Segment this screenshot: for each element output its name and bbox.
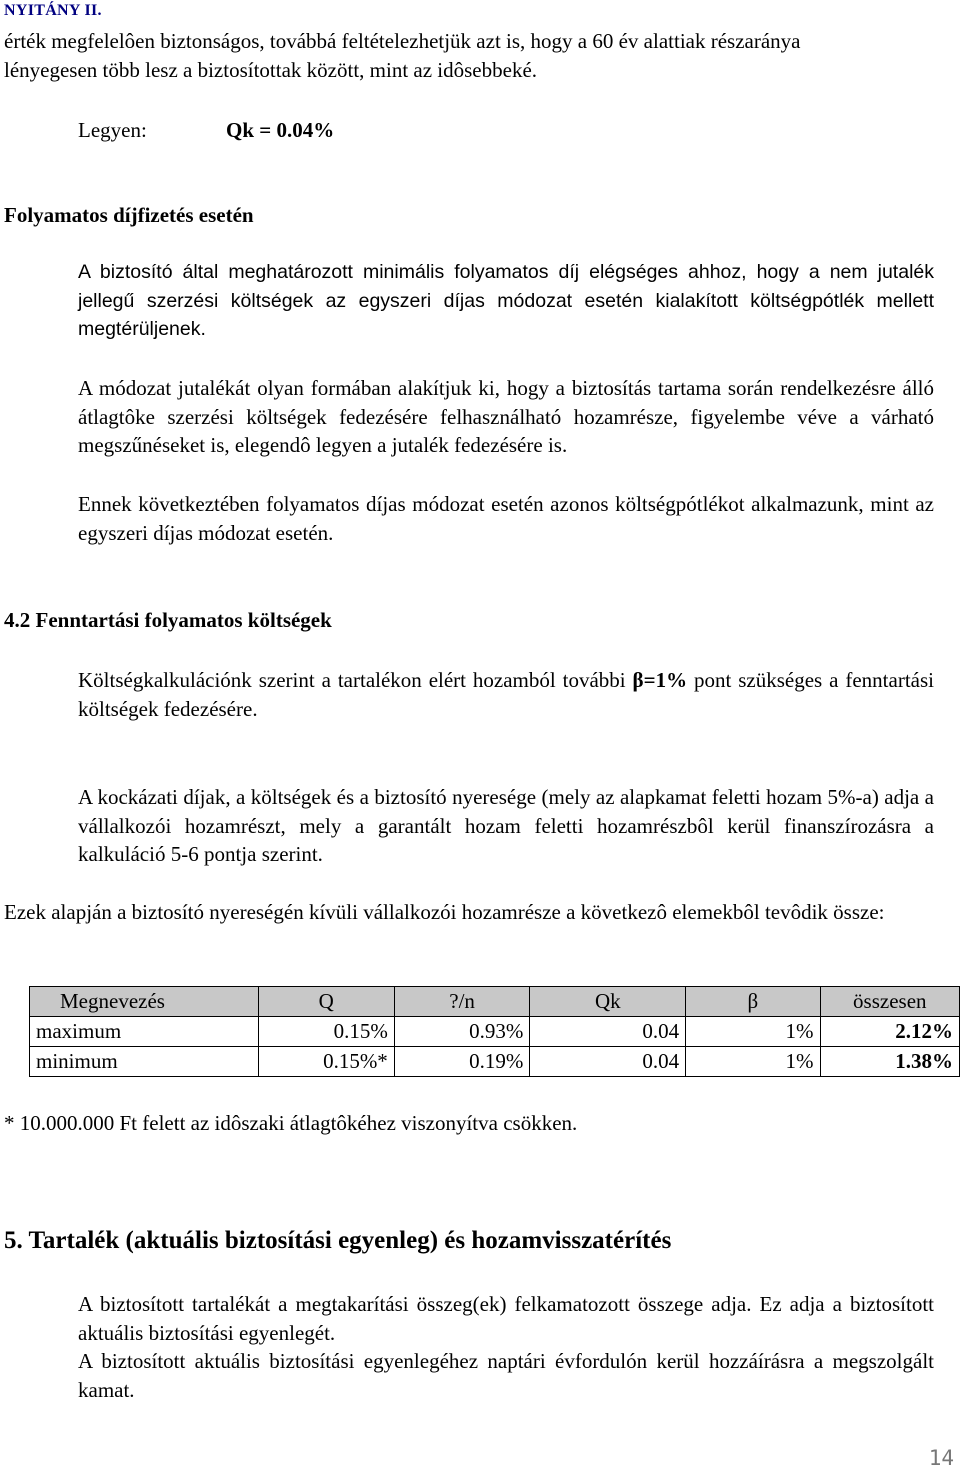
paragraph-min-premium: A biztosító által meghatározott minimális folyamatos díj elégséges ahhoz, hogy a nem jutalék jellegű szerzési költségek az egyszeri díjas módozat esetén kialakított költségpótlék mellett megtérüljenek. (78, 261, 934, 340)
p4-text-before: Költségkalkulációnk szerint a tartalékon elért hozamból további (78, 668, 633, 692)
paragraph-tartalek: A biztosított tartalékát a megtakarítási összeg(ek) felkamatozott összege adja. Ez adja a biztosított aktuális biztosítási egyenlegét. (78, 1292, 934, 1345)
beta-value: β=1% (632, 668, 688, 692)
paragraph-kockazati: A kockázati díjak, a költségek és a biztosító nyeresége (mely az alapkamat feletti hozam 5%-a) adja a vállalkozói hozamrészt, mely a garantált hozam feletti hozamrészbôl kerül finanszírozásra a kalkuláció 5-6 pontja szerint. (78, 785, 934, 866)
table-cell: maximum (30, 1017, 259, 1047)
table-cell: 1% (686, 1017, 820, 1047)
qk-value: Qk = 0.04% (226, 118, 335, 142)
table-cell: 0.93% (394, 1017, 530, 1047)
table-cell: minimum (30, 1047, 259, 1077)
table-header-cell: β (686, 987, 820, 1017)
paragraph-evfordulo: A biztosított aktuális biztosítási egyenlegéhez naptári évfordulón kerül hozzáírásra a megszolgált kamat. (78, 1349, 934, 1402)
table-header-row (30, 987, 960, 1017)
legyen-label: Legyen: (78, 118, 147, 142)
table-cell-total: 1.38% (820, 1047, 959, 1077)
table-cell: 0.19% (394, 1047, 530, 1077)
table-cell-total: 2.12% (820, 1017, 959, 1047)
paragraph-fenntartasi (4, 666, 934, 723)
table-header-cell: Qk (530, 987, 686, 1017)
running-header: NYITÁNY II. (4, 2, 102, 19)
page-number: 14 (928, 1446, 954, 1470)
table-cell: 0.15% (258, 1017, 394, 1047)
table-header-cell: Q (258, 987, 394, 1017)
cost-table (29, 986, 960, 1077)
table-header-cell: ?/n (394, 987, 530, 1017)
paragraph-koltsegpotlek: Ennek következtében folyamatos díjas módozat esetén azonos költségpótlékot alkalmazunk, mint az egyszeri díjas módozat esetén. (78, 492, 934, 545)
table-cell: 0.15%* (258, 1047, 394, 1077)
table-header-cell: összesen (820, 987, 959, 1017)
table-cell: 0.04 (530, 1017, 686, 1047)
table-cell: 0.04 (530, 1047, 686, 1077)
section-4-2-heading: 4.2 Fenntartási folyamatos költségek (4, 608, 332, 632)
table-cell: 1% (686, 1047, 820, 1077)
paragraph-jutalek: A módozat jutalékát olyan formában alakítjuk ki, hogy a biztosítás tartama során rendelkezésre álló átlagtôke szerzési költségek fedezésére felhasználható hozamrésze, figyelembe véve a várható megszűnéseket is, elegendô legyen a jutalék fedezésére is. (78, 376, 934, 457)
intro-line-2: lényegesen több lesz a biztosítottak között, mint az idôsebbeké. (4, 58, 538, 82)
table-footnote: * 10.000.000 Ft felett az idôszaki átlagtôkéhez viszonyítva csökken. (4, 1111, 578, 1135)
table-header-cell: Megnevezés (30, 987, 259, 1017)
table-row (30, 1017, 960, 1047)
table-row (30, 1047, 960, 1077)
paragraph-ezek-alapjan: Ezek alapján a biztosító nyereségén kívüli vállalkozói hozamrésze a következô elemekbôl tevôdik össze: (4, 900, 885, 924)
section-5-heading: 5. Tartalék (aktuális biztosítási egyenleg) és hozamvisszatérítés (4, 1227, 672, 1254)
p4-text-after: pont szükséges a fenntartási költségek fedezésére. (78, 668, 934, 721)
sub-heading-folyamatos: Folyamatos díjfizetés esetén (4, 203, 254, 227)
intro-line-1: érték megfelelôen biztonságos, továbbá feltételezhetjük azt is, hogy a 60 év alattiak részaránya (4, 29, 801, 53)
